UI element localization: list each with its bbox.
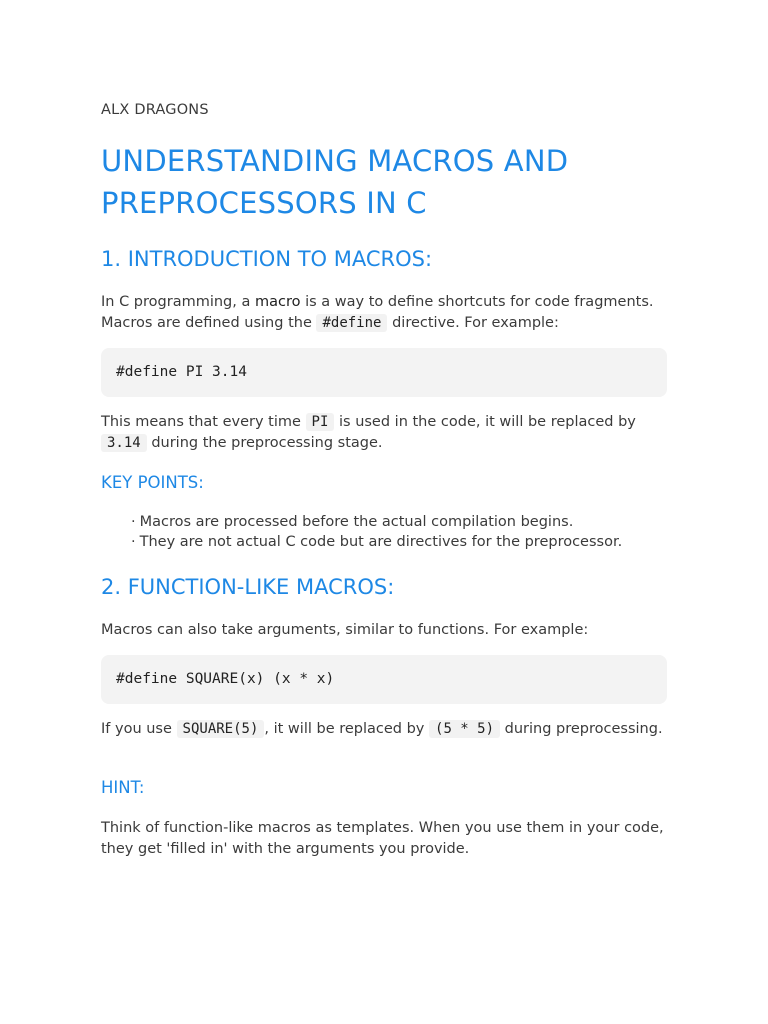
page-title: UNDERSTANDING MACROS AND PREPROCESSORS IN C [101, 144, 569, 220]
square-text-start: If you use [101, 721, 177, 737]
section-heading-intro: 1. INTRODUCTION TO MACROS: [101, 247, 433, 271]
pi-text-middle: is used in the code, it will be replaced by [334, 414, 636, 430]
inline-code-expansion: (5 * 5) [429, 720, 500, 738]
list-item-text: They are not actual C code but are directives for the preprocessor. [139, 534, 623, 550]
list-item-text: Macros are processed before the actual compilation begins. [139, 514, 574, 530]
section-heading-hint: HINT: [101, 778, 145, 797]
bullet-dot: · [131, 534, 136, 550]
inline-code-define: #define [316, 314, 387, 332]
square-explanation-paragraph [101, 719, 667, 740]
list-item [131, 532, 671, 552]
intro-text-middle: is a way to define shortcuts for code fragments. Macros are defined using the [101, 294, 654, 331]
pi-text-end: during the preprocessing stage. [146, 435, 383, 451]
pi-explanation-paragraph [101, 412, 667, 454]
section-heading-key-points: KEY POINTS: [101, 473, 204, 492]
square-text-end: during preprocessing. [500, 721, 663, 737]
brand-label: ALX DRAGONS [101, 102, 209, 118]
key-points-list [131, 512, 671, 552]
list-item [131, 512, 671, 532]
code-block-pi: #define PI 3.14 [101, 348, 667, 397]
inline-code-square-call: SQUARE(5) [177, 720, 265, 738]
pi-text-start: This means that every time [101, 414, 306, 430]
code-block-square: #define SQUARE(x) (x * x) [101, 655, 667, 704]
intro-text-start: In C programming, a [101, 294, 255, 310]
bullet-dot: · [131, 514, 136, 530]
inline-code-value: 3.14 [101, 434, 147, 452]
square-text-middle: , it will be replaced by [264, 721, 430, 737]
section-heading-function-like: 2. FUNCTION-LIKE MACROS: [101, 575, 395, 599]
intro-paragraph [101, 292, 667, 334]
intro-term-macro: macro [254, 294, 301, 310]
function-like-intro-paragraph: Macros can also take arguments, similar to functions. For example: [101, 622, 589, 638]
inline-code-pi: PI [306, 413, 335, 431]
intro-text-end: directive. For example: [387, 315, 559, 331]
hint-paragraph: Think of function-like macros as templates. When you use them in your code, they get 'filled in' with the arguments you provide. [101, 820, 664, 857]
